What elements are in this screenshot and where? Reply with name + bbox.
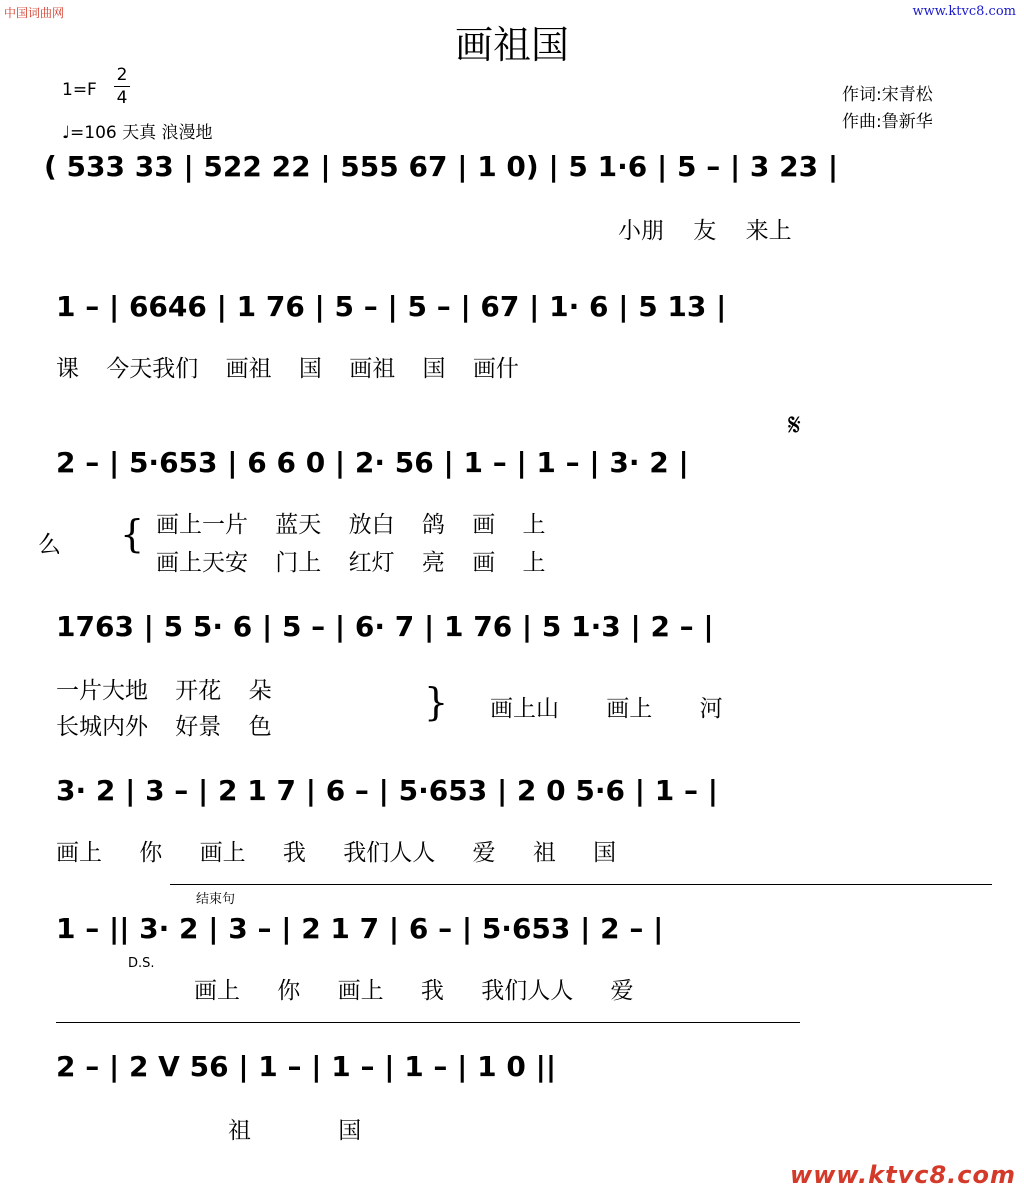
site-url-right: www.ktvc8.com	[912, 4, 1016, 19]
lyricist: 作词:宋青松	[842, 85, 933, 105]
right-brace: }	[424, 680, 449, 724]
row3-lead-lyric: 么	[38, 532, 61, 558]
quarter-note-icon: ♩	[62, 123, 71, 143]
row3-lyrics-verse2: 画上天安 门上 红灯 亮 画 上	[156, 550, 546, 576]
watermark: www.ktvc8.com	[790, 1161, 1016, 1189]
time-bottom: 4	[114, 86, 130, 109]
time-signature	[114, 64, 130, 109]
tempo-marking: ♩=106 天真 浪漫地	[62, 123, 213, 143]
row4-notes: 1763 | 5 5· 6 | 5 – | 6· 7 | 1 76 | 5 1·3 | 2 – |	[56, 610, 714, 643]
ending-label: 结束句	[196, 892, 236, 907]
composer: 作曲:鲁新华	[842, 112, 933, 132]
key-signature: 1=F	[62, 80, 97, 100]
row5-notes: 3· 2 | 3 – | 2 1 7 | 6 – | 5·653 | 2 0 5·6 | 1 – |	[56, 774, 718, 807]
time-top: 2	[116, 65, 128, 85]
row5-lyrics: 画上 你 画上 我 我们人人 爱 祖 国	[56, 840, 617, 866]
row7-lyrics: 祖 国	[228, 1118, 362, 1144]
row6-notes: 1 – || 3· 2 | 3 – | 2 1 7 | 6 – | 5·653 | 2 – |	[56, 912, 664, 945]
tie-bracket	[56, 1022, 800, 1023]
row4-lyrics-verse2: 长城内外 好景 色	[56, 714, 272, 740]
row4-lyrics-verse1: 一片大地 开花 朵	[56, 678, 272, 704]
dal-segno: D.S.	[128, 956, 155, 971]
song-title: 画祖国	[454, 23, 569, 67]
left-brace: {	[120, 512, 145, 556]
site-name-left: 中国词曲网	[4, 6, 65, 20]
row1-notes: ( 533 33 | 522 22 | 555 67 | 1 0) | 5 1·6 | 5 – | 3 23 |	[44, 150, 839, 183]
row3-notes: 2 – | 5·653 | 6 6 0 | 2· 56 | 1 – | 1 – | 3· 2 |	[56, 446, 689, 479]
ending-bracket	[170, 884, 992, 885]
row7-notes: 2 – | 2 V 56 | 1 – | 1 – | 1 – | 1 0 ||	[56, 1050, 557, 1083]
row2-lyrics: 课 今天我们 画祖 国 画祖 国 画什	[56, 356, 519, 382]
row2-notes: 1 – | 6646 | 1 76 | 5 – | 5 – | 67 | 1· 6 | 5 13 |	[56, 290, 727, 323]
row6-lyrics: 画上 你 画上 我 我们人人 爱	[194, 978, 634, 1004]
row4-lyrics-shared: 画上山 画上 河	[490, 696, 723, 722]
segno-icon: 𝄋	[788, 408, 801, 443]
row1-lyrics: 小朋 友 来上	[618, 218, 792, 244]
row3-lyrics-verse1: 画上一片 蓝天 放白 鸽 画 上	[156, 512, 546, 538]
